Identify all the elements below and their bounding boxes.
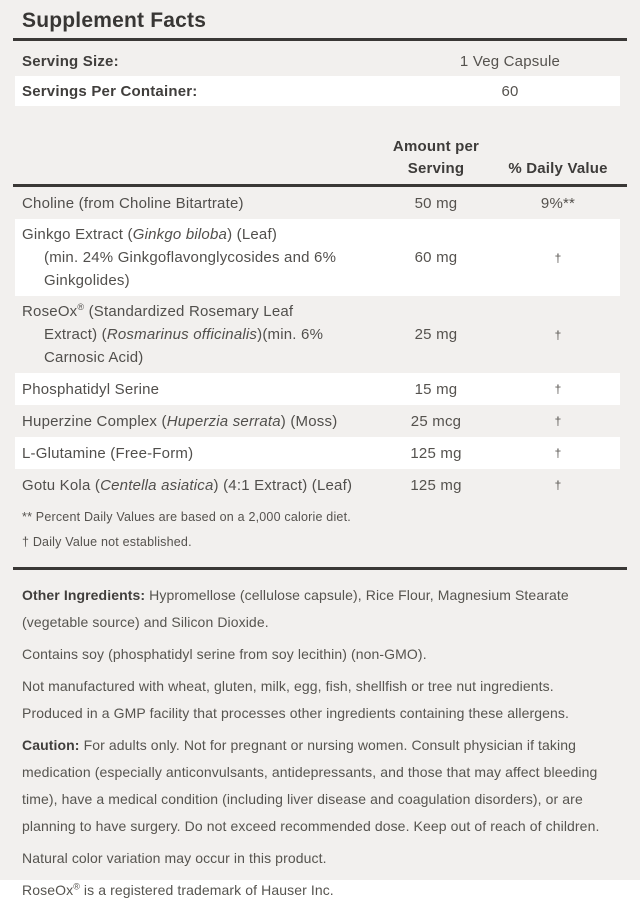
daily-value-cell: † xyxy=(554,478,562,492)
ingredient-name-line: L-Glutamine (Free-Form) xyxy=(22,444,194,462)
ingredient-row xyxy=(15,219,620,296)
ingredient-name xyxy=(15,470,376,501)
ingredient-name-line: Carnosic Acid) xyxy=(44,349,144,366)
amount-cell: 15 mg xyxy=(414,380,458,398)
amount-per-serving-header xyxy=(376,136,496,180)
ingredient-name-line: Phosphatidyl Serine xyxy=(22,380,160,398)
ingredient-row xyxy=(15,405,620,437)
serving-row xyxy=(15,76,620,106)
ingredient-name xyxy=(15,296,376,373)
ingredient-name-line: Choline (from Choline Bitartrate) xyxy=(22,194,244,212)
serving-label: Servings Per Container: xyxy=(22,82,198,100)
footnote: † Daily Value not established. xyxy=(22,535,192,549)
ingredient-row xyxy=(15,187,620,219)
ingredient-table xyxy=(15,187,620,501)
footnote: ** Percent Daily Values are based on a 2,000 calorie diet. xyxy=(22,510,351,524)
divider-top xyxy=(13,38,627,41)
daily-value-cell: † xyxy=(554,250,562,265)
serving-value: 60 xyxy=(501,82,519,100)
page-title: Supplement Facts xyxy=(22,9,207,32)
ingredient-name xyxy=(15,438,376,469)
ingredient-name-line: Ginkgo Extract (Ginkgo biloba) (Leaf) xyxy=(22,226,278,243)
serving-info xyxy=(15,46,620,106)
paragraph: RoseOx® is a registered trademark of Hauser Inc. xyxy=(22,881,334,898)
other-ingredients-section xyxy=(22,582,618,904)
amount-cell: 25 mg xyxy=(414,326,458,343)
amount-cell: 60 mg xyxy=(414,249,458,266)
ingredient-name xyxy=(15,374,376,405)
footnotes xyxy=(0,501,640,562)
ingredient-name-line: Extract) (Rosmarinus officinalis)(min. 6% xyxy=(44,326,324,343)
serving-row xyxy=(15,46,620,76)
paragraph: Not manufactured with wheat, gluten, milk, egg, fish, shellfish or tree nut ingredients. Produced in a GMP facility that processes other ingredients containing these allergens. xyxy=(22,678,569,721)
ingredient-name xyxy=(15,406,376,437)
amount-cell: 125 mg xyxy=(410,444,462,462)
daily-value-cell: † xyxy=(554,446,562,460)
paragraph: Contains soy (phosphatidyl serine from soy lecithin) (non-GMO). xyxy=(22,646,427,662)
ingredient-name-line: (min. 24% Ginkgoflavonglycosides and 6% xyxy=(44,249,337,266)
paragraph: Natural color variation may occur in this product. xyxy=(22,850,327,866)
amount-cell: 50 mg xyxy=(414,194,458,212)
serving-value: 1 Veg Capsule xyxy=(459,52,561,70)
ingredient-row xyxy=(15,296,620,373)
daily-value-cell: 9%** xyxy=(540,194,576,212)
ingredient-row xyxy=(15,469,620,501)
daily-value-header: % Daily Value xyxy=(508,160,608,177)
amount-header-line2: Serving xyxy=(407,160,465,177)
amount-cell: 125 mg xyxy=(410,476,462,494)
ingredient-name-line: Huperzine Complex (Huperzia serrata) (Moss) xyxy=(22,412,338,430)
ingredient-name-line: Gotu Kola (Centella asiatica) (4:1 Extract) (Leaf) xyxy=(22,476,353,494)
paragraph: Other Ingredients: Hypromellose (cellulose capsule), Rice Flour, Magnesium Stearate (vegetable source) and Silicon Dioxide. xyxy=(22,587,569,630)
ingredient-name xyxy=(15,219,376,296)
ingredient-row xyxy=(15,437,620,469)
daily-value-cell: † xyxy=(554,327,562,342)
ingredient-name xyxy=(15,188,376,219)
serving-label: Serving Size: xyxy=(22,52,119,70)
divider-bottom xyxy=(13,567,627,570)
paragraph: Caution: For adults only. Not for pregnant or nursing women. Consult physician if taking medication (especially anticonvulsants, antidepressants, and those that may affect bleeding time), have a medical condition (including liver disease and coagulation disorders), or are planning to have surgery. Do not exceed recommended dose. Keep out of reach of children. xyxy=(22,737,600,834)
daily-value-cell: † xyxy=(554,414,562,428)
ingredient-name-line: RoseOx® (Standardized Rosemary Leaf xyxy=(22,302,294,320)
table-header xyxy=(15,122,620,180)
amount-cell: 25 mcg xyxy=(410,412,462,430)
amount-header-line1: Amount per xyxy=(392,138,480,155)
daily-value-cell: † xyxy=(554,382,562,396)
ingredient-row xyxy=(15,373,620,405)
ingredient-name-line: Ginkgolides) xyxy=(44,272,130,289)
